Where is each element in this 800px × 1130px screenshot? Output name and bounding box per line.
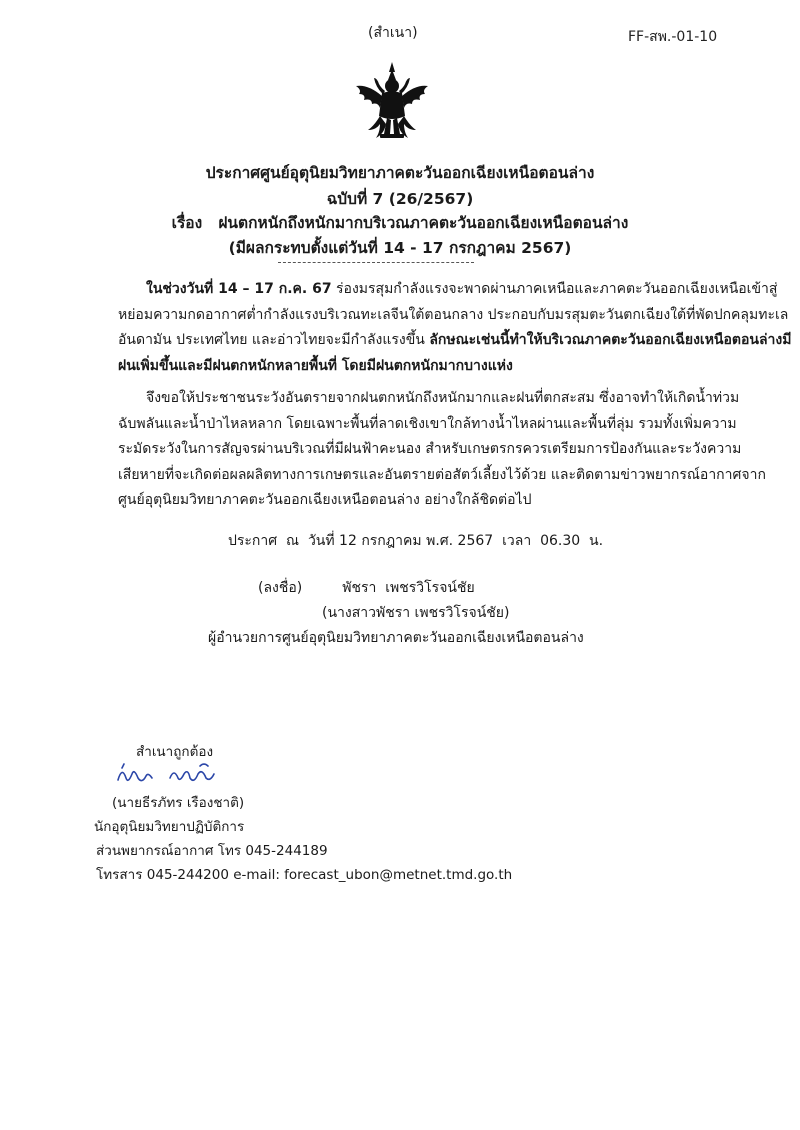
- copy-label: (สำเนา): [368, 25, 418, 41]
- signed-name: พัชรา เพชรวิโรจน์ชัย: [342, 580, 475, 596]
- forecast-line-text: ร่องมรสุมกำลังแรงจะพาดผ่านภาคเหนือและภาคตะวันออกเฉียงเหนือเข้าสู่: [331, 281, 778, 297]
- paragraph-forecast-line: หย่อมความกดอากาศต่ำกำลังแรงบริเวณทะเลจีนใต้ตอนกลาง ประกอบกับมรสุมตะวันตกเฉียงใต้ที่พัดปกคลุมทะเล: [118, 306, 789, 323]
- header-title: ประกาศศูนย์อุตุนิยมวิทยาภาคตะวันออกเฉียงเหนือตอนล่าง: [205, 164, 595, 182]
- forecast-impact: ลักษณะเช่นนี้ทำให้บริเวณภาคตะวันออกเฉียงเหนือตอนล่างมี: [429, 332, 792, 348]
- paragraph-warning-line: จึงขอให้ประชาชนระวังอันตรายจากฝนตกหนักถึงหนักมากและฝนที่ตกสะสม ซึ่งอาจทำให้เกิดน้ำท่วม: [146, 390, 740, 406]
- garuda-emblem-icon: [350, 60, 434, 144]
- certifier-name: (นายธีรภัทร เรืองชาติ): [112, 795, 245, 811]
- paragraph-warning-line: ฉับพลันและน้ำป่าไหลหลาก โดยเฉพาะพื้นที่ลาดเชิงเขาใกล้ทางน้ำไหลผ่านและพื้นที่ลุ่ม รวมทั้งเพิ่มความ: [118, 415, 737, 432]
- signed-line: [258, 577, 475, 599]
- certified-copy-label: สำเนาถูกต้อง: [136, 744, 214, 760]
- signatory-position: ผู้อำนวยการศูนย์อุตุนิยมวิทยาภาคตะวันออกเฉียงเหนือตอนล่าง: [208, 630, 584, 646]
- certifier-title: นักอุตุนิยมวิทยาปฏิบัติการ: [94, 819, 245, 835]
- fax-email: โทรสาร 045-244200 e-mail: forecast_ubon@metnet.tmd.go.th: [96, 867, 513, 883]
- form-code: FF-สพ.-01-10: [628, 29, 718, 45]
- signed-label: (ลงชื่อ): [258, 580, 303, 596]
- header-issue-number: ฉบับที่ 7 (26/2567): [326, 190, 474, 208]
- paragraph-forecast-line: [118, 328, 792, 354]
- signatory-full-name: (นางสาวพัชรา เพชรวิโรจน์ชัย): [322, 605, 510, 621]
- paragraph-warning: [118, 386, 766, 514]
- forecast-line-text: อันดามัน ประเทศไทย และอ่าวไทยจะมีกำลังแรงขึ้น: [118, 332, 430, 348]
- header-subject: เรื่อง ฝนตกหนักถึงหนักมากบริเวณภาคตะวันออกเฉียงเหนือตอนล่าง: [171, 214, 629, 232]
- paragraph-warning-line: เสียหายที่จะเกิดต่อผลผลิตทางการเกษตรและอันตรายต่อสัตว์เลี้ยงไว้ด้วย และติดตามข่าวพยากรณ์อากาศจาก: [118, 466, 766, 483]
- header-divider: [278, 262, 474, 263]
- paragraph-warning-line: ศูนย์อุตุนิยมวิทยาภาคตะวันออกเฉียงเหนือตอนล่าง อย่างใกล้ชิดต่อไป: [118, 492, 532, 508]
- forecast-impact: ฝนเพิ่มขึ้นและมีฝนตกหนักหลายพื้นที่ โดยมีฝนตกหนักมากบางแห่ง: [118, 357, 513, 374]
- header-effective-dates: (มีผลกระทบตั้งแต่วันที่ 14 - 17 กรกฎาคม 2567): [228, 239, 572, 257]
- department-phone: ส่วนพยากรณ์อากาศ โทร 045-244189: [96, 843, 328, 859]
- announcement-date: ประกาศ ณ วันที่ 12 กรกฎาคม พ.ศ. 2567 เวลา 06.30 น.: [228, 533, 604, 549]
- paragraph-forecast: [118, 277, 792, 379]
- paragraph-warning-line: ระมัดระวังในการสัญจรผ่านบริเวณที่มีฝนฟ้าคะนอง สำหรับเกษตรกรควรเตรียมการป้องกันและระวังความ: [118, 441, 742, 457]
- handwritten-signature: [114, 760, 234, 790]
- forecast-period: ในช่วงวันที่ 14 – 17 ก.ค. 67: [146, 281, 332, 297]
- paragraph-forecast-line: [118, 277, 778, 303]
